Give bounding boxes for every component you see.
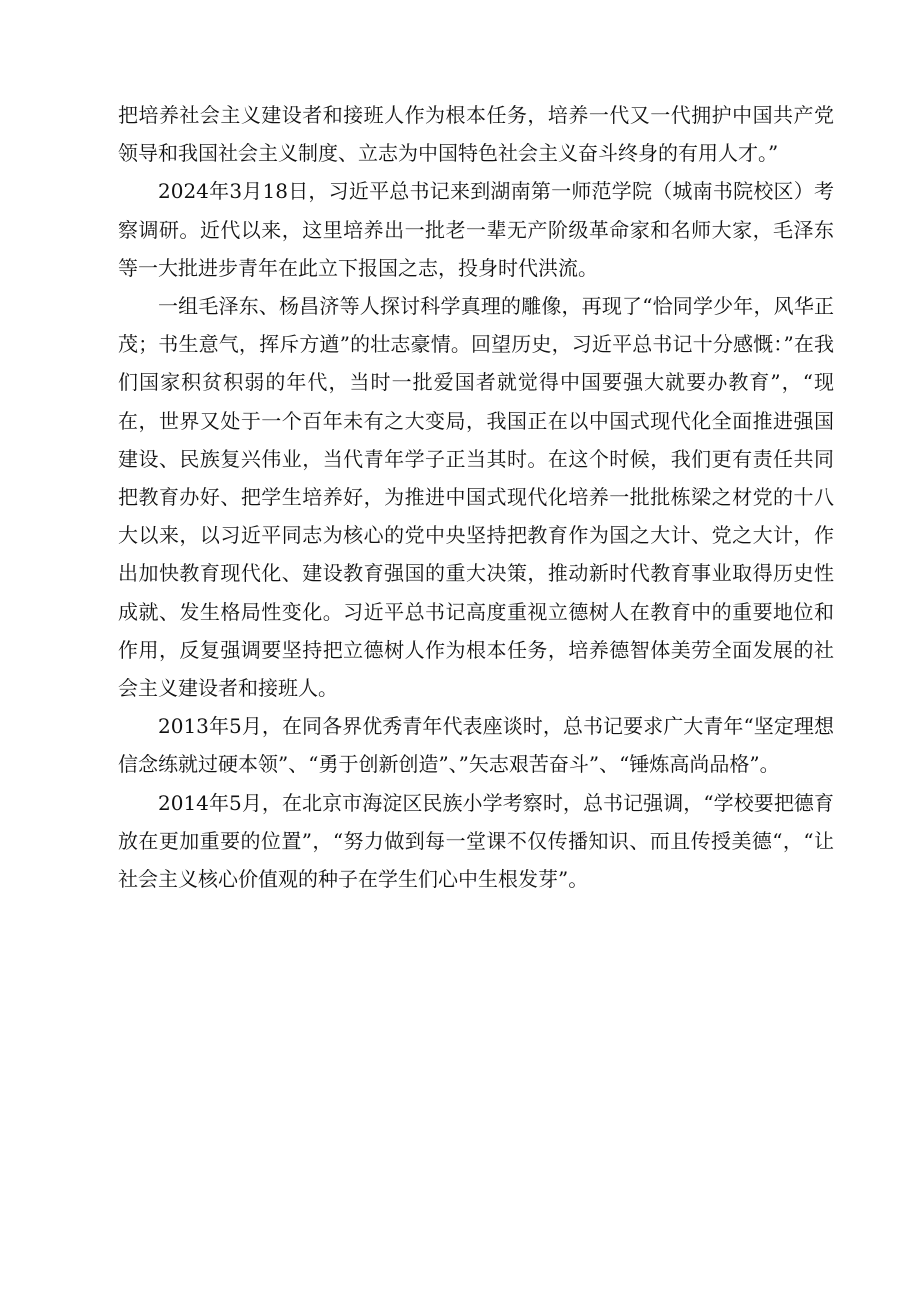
paragraph-1: 把培养社会主义建设者和接班人作为根本任务，培养一代又一代拥护中国共产党领导和我国社会主义制度、立志为中国特色社会主义奋斗终身的有用人才。” [118, 103, 834, 166]
paragraph-2: 2024年3月18日，习近平总书记来到湖南第一师范学院（城南书院校区）考察调研。近代以来，这里培养出一批老一辈无产阶级革命家和名师大家，毛泽东等一大批进步青年在此立下报国之志，投身时代洪流。 [118, 179, 834, 280]
paragraph-3: 一组毛泽东、杨昌济等人探讨科学真理的雕像，再现了“恰同学少年，风华正茂；书生意气，挥斥方遒”的壮志豪情。回望历史，习近平总书记十分感慨：”在我们国家积贫积弱的年代，当时一批爱国者就觉得中国要强大就要办教育”，“现在，世界又处于一个百年未有之大变局，我国正在以中国式现代化全面推进强国建设、民族复兴伟业，当代青年学子正当其时。在这个时候，我们更有责任共同把教育办好、把学生培养好，为推进中国式现代化培养一批批栋梁之材党的十八大以来，以习近平同志为核心的党中央坚持把教育作为国之大计、党之大计，作出加快教育现代化、建设教育强国的重大决策，推动新时代教育事业取得历史性成就、发生格局性变化。习近平总书记高度重视立德树人在教育中的重要地位和作用，反复强调要坚持把立德树人作为根本任务，培养德智体美劳全面发展的社会主义建设者和接班人。 [118, 294, 834, 701]
paragraph-4: 2013年5月，在同各界优秀青年代表座谈时，总书记要求广大青年“坚定理想信念练就过硬本领”、“勇于创新创造”、”矢志艰苦奋斗”、“锤炼高尚品格”。 [118, 714, 834, 777]
document-page [118, 96, 834, 898]
paragraph-5: 2014年5月，在北京市海淀区民族小学考察时，总书记强调，“学校要把德育放在更加重要的位置”，“努力做到每一堂课不仅传播知识、而且传授美德“，“让社会主义核心价值观的种子在学生们心中生根发芽”。 [118, 790, 834, 892]
